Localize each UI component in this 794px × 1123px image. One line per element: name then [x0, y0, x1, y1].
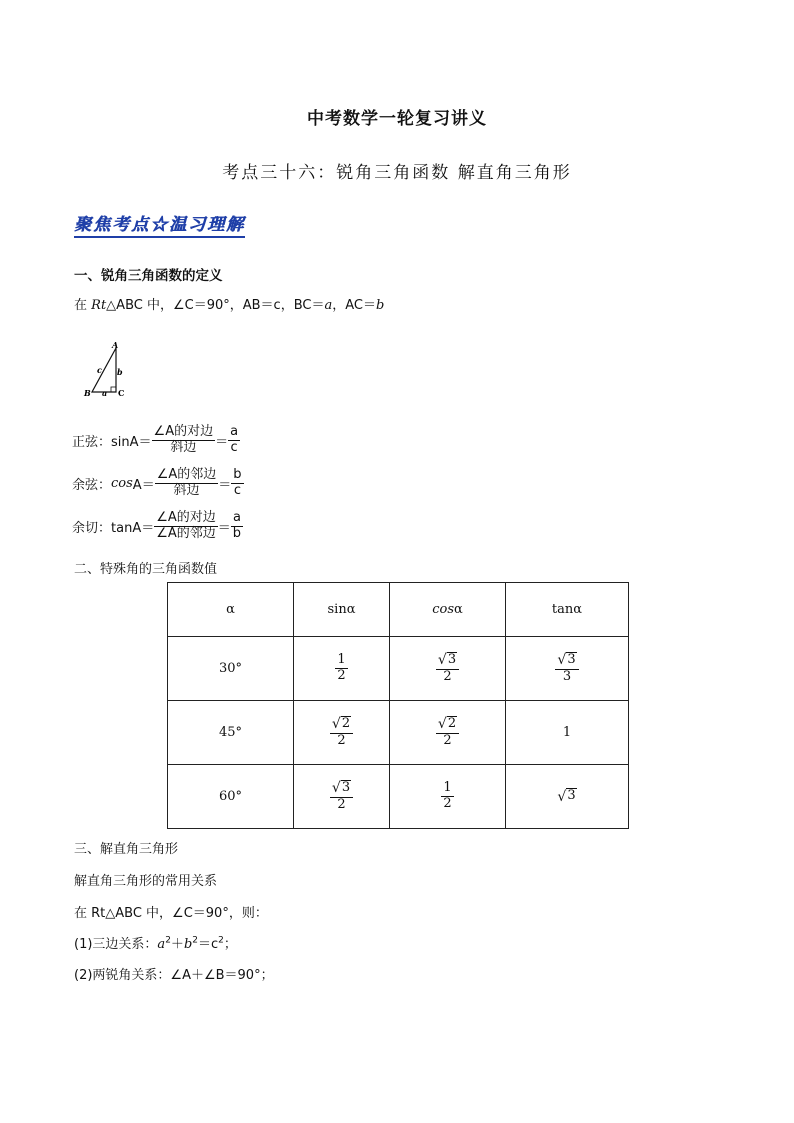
- section3-heading: 三、解直角三角形: [74, 842, 179, 857]
- intro-b: b: [375, 298, 385, 313]
- header-cos: [390, 583, 506, 637]
- row60-sin: [294, 765, 390, 829]
- item1-end: ；: [223, 937, 237, 952]
- section1-heading: 一、锐角三角函数的定义: [74, 268, 223, 284]
- sine-func: sinA＝: [111, 434, 152, 450]
- table-row: [168, 765, 629, 829]
- row60-sin-den: 2: [337, 797, 346, 813]
- item1-c-exp: 2: [218, 935, 224, 946]
- sqrt-icon: √: [437, 652, 447, 669]
- right-triangle-figure: [82, 340, 132, 402]
- tangent-eq: ＝: [217, 520, 231, 536]
- header-tan: tanα: [506, 583, 629, 637]
- tangent-label: 余切：: [72, 520, 112, 536]
- document-subtitle: 考点三十六：锐角三角函数 解直角三角形: [222, 163, 572, 183]
- section3-item1: [74, 933, 237, 952]
- row45-cos-den: 2: [443, 733, 452, 749]
- cosine-func: A＝: [132, 477, 155, 493]
- header-cos-func: cos: [432, 602, 454, 617]
- row60-tan-rad: 3: [567, 788, 576, 804]
- tangent-rden: b: [232, 525, 242, 541]
- row60-cos-num: 1: [443, 780, 452, 796]
- label-B: B: [84, 388, 91, 398]
- table-row: [168, 701, 629, 765]
- label-b: b: [117, 367, 123, 377]
- section1-intro: [74, 294, 384, 313]
- section3-sub: 解直角三角形的常用关系: [74, 874, 218, 889]
- row45-cos-rad: 2: [447, 715, 457, 731]
- cosine-rden: c: [233, 482, 241, 498]
- cosine-rnum: b: [233, 467, 242, 482]
- tangent-func: tanA＝: [111, 520, 155, 536]
- section3-intro: 在 Rt△ABC 中，∠C＝90°，则：: [74, 906, 268, 921]
- item1-eq: ＝c: [198, 937, 219, 952]
- row60-tan: [506, 765, 629, 829]
- special-angle-table: [167, 582, 629, 829]
- section3-item2: (2)两锐角关系：∠A＋∠B＝90°；: [74, 968, 274, 983]
- sqrt-icon: √: [557, 788, 567, 805]
- row30-cos-rad: 3: [447, 651, 457, 667]
- item1-plus: ＋: [170, 937, 184, 952]
- item1-prefix: (1)三边关系：: [74, 937, 158, 952]
- section-banner: 聚焦考点☆温习理解: [74, 210, 245, 238]
- row45-angle: 45°: [168, 701, 294, 765]
- label-A: A: [112, 340, 119, 350]
- item1-a: a: [157, 937, 166, 952]
- intro-a: a: [324, 298, 333, 313]
- sqrt-icon: √: [437, 716, 447, 733]
- label-a: a: [102, 388, 108, 398]
- row30-tan-den: 3: [562, 669, 572, 685]
- sine-eq: ＝: [215, 434, 229, 450]
- sine-rden: c: [230, 439, 238, 455]
- item1-b: b: [183, 937, 193, 952]
- item1-a-exp: 2: [165, 935, 171, 946]
- intro-rt: Rt: [91, 298, 107, 313]
- sqrt-icon: √: [331, 716, 341, 733]
- cosine-eq: ＝: [218, 477, 232, 493]
- tangent-rnum: a: [232, 510, 241, 525]
- intro-mid: ，AC＝: [332, 298, 376, 313]
- header-alpha: α: [168, 583, 294, 637]
- row30-sin-num: 1: [337, 652, 346, 668]
- tangent-den: ∠A的邻边: [156, 525, 216, 541]
- row30-sin-den: 2: [337, 668, 346, 683]
- row45-sin: [294, 701, 390, 765]
- intro-prefix: 在: [74, 298, 88, 313]
- sqrt-icon: √: [331, 780, 341, 797]
- header-sin: sinα: [294, 583, 390, 637]
- row60-cos-den: 2: [443, 796, 452, 811]
- sqrt-icon: √: [557, 652, 567, 669]
- row60-cos: [390, 765, 506, 829]
- row30-angle: 30°: [168, 637, 294, 701]
- section2-heading: 二、特殊角的三角函数值: [74, 562, 218, 577]
- row30-cos-den: 2: [443, 669, 452, 685]
- cosine-num: ∠A的邻边: [156, 467, 217, 482]
- row30-tan: [506, 637, 629, 701]
- cosine-definition: [72, 468, 244, 499]
- label-c: c: [97, 365, 102, 375]
- tangent-definition: [72, 511, 243, 542]
- cosine-label: 余弦：: [72, 477, 112, 493]
- item1-b-exp: 2: [192, 935, 198, 946]
- label-C: C: [118, 388, 125, 398]
- sine-num: ∠A的对边: [153, 424, 214, 439]
- table-header-row: [168, 583, 629, 637]
- sine-den: 斜边: [170, 439, 197, 455]
- row45-tan: 1: [506, 701, 629, 765]
- row60-angle: 60°: [168, 765, 294, 829]
- row30-cos: [390, 637, 506, 701]
- row60-sin-rad: 3: [341, 779, 351, 795]
- cosine-func-it: cos: [111, 475, 133, 491]
- row30-tan-rad: 3: [567, 651, 576, 667]
- row45-sin-den: 2: [337, 733, 346, 749]
- row45-sin-rad: 2: [341, 715, 351, 731]
- row45-cos: [390, 701, 506, 765]
- cosine-den: 斜边: [173, 482, 200, 498]
- tangent-num: ∠A的对边: [156, 510, 216, 525]
- sine-rnum: a: [230, 424, 239, 439]
- document-title: 中考数学一轮复习讲义: [307, 109, 487, 129]
- intro-rest: △ABC 中，∠C＝90°，AB＝c，BC＝: [106, 298, 325, 313]
- sine-definition: [72, 425, 240, 456]
- header-cos-alpha: α: [454, 602, 463, 617]
- row30-sin: [294, 637, 390, 701]
- sine-label: 正弦：: [72, 434, 112, 450]
- table-row: [168, 637, 629, 701]
